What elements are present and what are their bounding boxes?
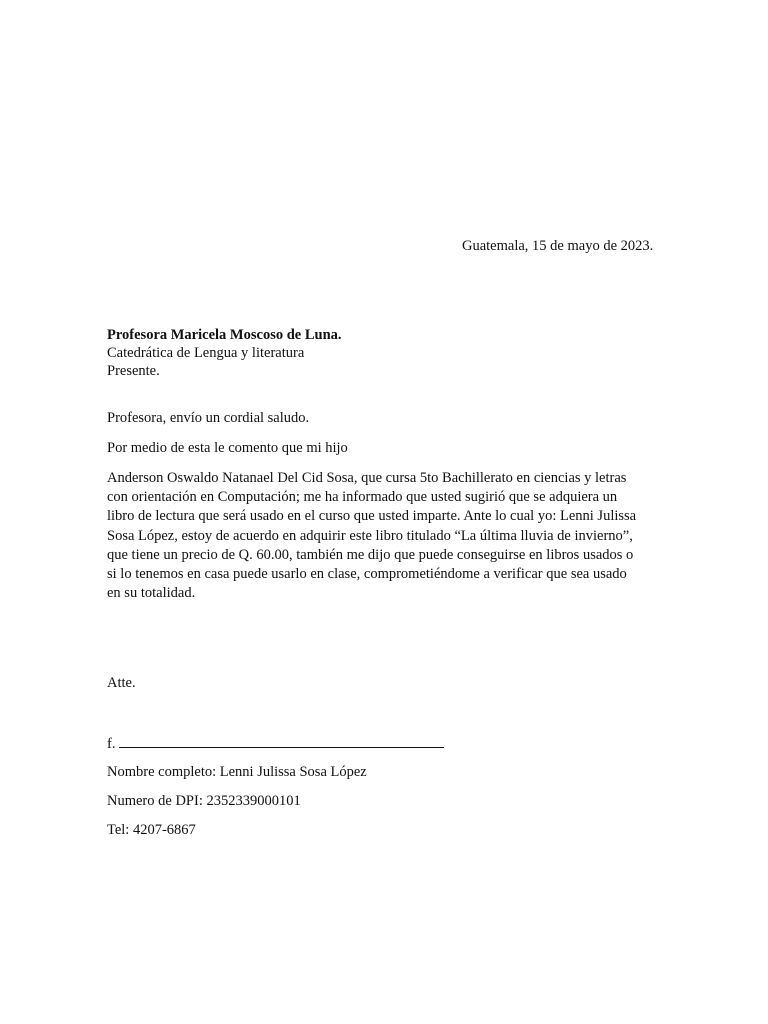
body-line: si lo tenemos en casa puede usarlo en clase, comprometiéndome a verificar que sea usado: [107, 566, 627, 583]
body-line: en su totalidad.: [107, 585, 196, 602]
recipient-presente: Presente.: [107, 363, 160, 379]
body-line: Anderson Oswaldo Natanael Del Cid Sosa, que cursa 5to Bachillerato en ciencias y letras: [107, 470, 627, 486]
recipient-name: Profesora Maricela Moscoso de Luna.: [107, 327, 342, 343]
body-line: con orientación en Computación; me ha informado que usted sugirió que se adquiera un: [107, 489, 618, 506]
body-paragraph: [107, 469, 667, 603]
recipient-block: [107, 326, 342, 380]
greeting-line: Profesora, envío un cordial saludo.: [107, 410, 310, 426]
signature-line: [107, 733, 444, 754]
full-name-line: Nombre completo: Lenni Julissa Sosa López: [107, 764, 367, 780]
body-line: libro de lectura que será usado en el curso que usted imparte. Ante lo cual yo: Lenni Julissa: [107, 508, 637, 525]
signature-prefix: f.: [107, 736, 116, 752]
letter-date: Guatemala, 15 de mayo de 2023.: [462, 238, 654, 254]
signature-underline: [119, 733, 444, 748]
tel-line: Tel: 4207-6867: [107, 822, 196, 838]
body-line: que tiene un precio de Q. 60.00, también me dijo que puede conseguirse en libros usados o: [107, 546, 634, 563]
intro-line: Por medio de esta le comento que mi hijo: [107, 440, 348, 456]
dpi-line: Numero de DPI: 2352339000101: [107, 793, 301, 809]
closing-line: Atte.: [107, 675, 136, 691]
recipient-title: Catedrática de Lengua y literatura: [107, 345, 305, 361]
body-line: Sosa López, estoy de acuerdo en adquirir este libro titulado “La última lluvia de invierno”,: [107, 527, 633, 544]
